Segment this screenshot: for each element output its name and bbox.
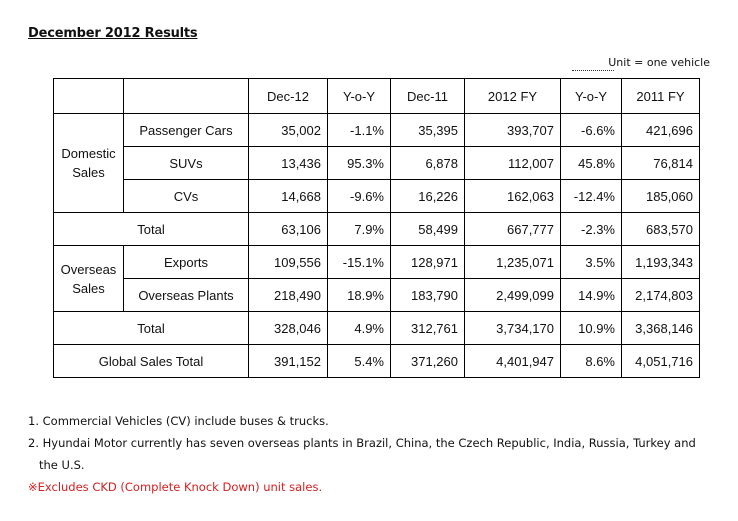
- table-cell: 45.8%: [561, 147, 622, 180]
- row-label: CVs: [124, 180, 249, 213]
- table-header-row: [54, 79, 700, 114]
- table-cell: 18.9%: [328, 279, 391, 312]
- table-cell: 16,226: [391, 180, 465, 213]
- footnote-1: 1. Commercial Vehicles (CV) include buses & trucks.: [28, 414, 329, 428]
- table-cell: 162,063: [465, 180, 561, 213]
- table-cell: 393,707: [465, 114, 561, 147]
- results-table: [53, 78, 700, 378]
- table-row: [54, 213, 700, 246]
- table-cell: 683,570: [622, 213, 700, 246]
- table-cell: 4,401,947: [465, 345, 561, 378]
- row-label: Total: [54, 213, 249, 246]
- table-cell: 1,193,343: [622, 246, 700, 279]
- table-cell: -15.1%: [328, 246, 391, 279]
- footnote-2: 2. Hyundai Motor currently has seven overseas plants in Brazil, China, the Czech Republic, India, Russia, Turkey and: [28, 436, 696, 450]
- table-cell: -6.6%: [561, 114, 622, 147]
- group-label-line: Domestic: [61, 146, 116, 161]
- table-cell: 218,490: [249, 279, 328, 312]
- table-row: [54, 312, 700, 345]
- footnote-ckd-exclusion: ※Excludes CKD (Complete Knock Down) unit sales.: [28, 480, 323, 494]
- row-label: Exports: [124, 246, 249, 279]
- row-label-global-total: Global Sales Total: [54, 345, 249, 378]
- table-row: [54, 279, 700, 312]
- table-cell: 312,761: [391, 312, 465, 345]
- table-cell: 14,668: [249, 180, 328, 213]
- table-cell: 76,814: [622, 147, 700, 180]
- table-cell: 667,777: [465, 213, 561, 246]
- header-yoy-fy: Y-o-Y: [561, 79, 622, 114]
- table-cell: 371,260: [391, 345, 465, 378]
- table-cell: 10.9%: [561, 312, 622, 345]
- table-row: [54, 147, 700, 180]
- header-yoy-month: Y-o-Y: [328, 79, 391, 114]
- table-cell: 7.9%: [328, 213, 391, 246]
- table-cell: 391,152: [249, 345, 328, 378]
- header-2011-fy: 2011 FY: [622, 79, 700, 114]
- table-row: [54, 180, 700, 213]
- table-cell: 185,060: [622, 180, 700, 213]
- group-label-line: Sales: [72, 280, 105, 296]
- table-row: [54, 246, 700, 279]
- table-cell: 3,368,146: [622, 312, 700, 345]
- table-row: [54, 114, 700, 147]
- domestic-sales-label: [54, 114, 124, 213]
- table-cell: 4,051,716: [622, 345, 700, 378]
- table-cell: -2.3%: [561, 213, 622, 246]
- table-cell: 1,235,071: [465, 246, 561, 279]
- row-label: Overseas Plants: [124, 279, 249, 312]
- table-cell: 13,436: [249, 147, 328, 180]
- unit-note: Unit = one vehicle: [608, 56, 710, 69]
- table-cell: 14.9%: [561, 279, 622, 312]
- table-cell: 2,499,099: [465, 279, 561, 312]
- table-cell: 109,556: [249, 246, 328, 279]
- table-cell: 8.6%: [561, 345, 622, 378]
- row-label: SUVs: [124, 147, 249, 180]
- table-cell: -9.6%: [328, 180, 391, 213]
- table-cell: 421,696: [622, 114, 700, 147]
- table-cell: -1.1%: [328, 114, 391, 147]
- table-cell: 2,174,803: [622, 279, 700, 312]
- table-cell: 112,007: [465, 147, 561, 180]
- table-cell: 183,790: [391, 279, 465, 312]
- row-label: Total: [54, 312, 249, 345]
- table-cell: 3.5%: [561, 246, 622, 279]
- row-label: Passenger Cars: [124, 114, 249, 147]
- table-cell: 35,002: [249, 114, 328, 147]
- table-cell: -12.4%: [561, 180, 622, 213]
- group-label-line: Sales: [72, 165, 105, 180]
- header-2012-fy: 2012 FY: [465, 79, 561, 114]
- unit-dotted-line: [572, 70, 614, 71]
- table-row: [54, 345, 700, 378]
- table-cell: 4.9%: [328, 312, 391, 345]
- page-title: December 2012 Results: [28, 26, 198, 41]
- table-cell: 128,971: [391, 246, 465, 279]
- table-cell: 58,499: [391, 213, 465, 246]
- table-cell: 6,878: [391, 147, 465, 180]
- table-cell: 328,046: [249, 312, 328, 345]
- table-cell: 3,734,170: [465, 312, 561, 345]
- group-label-line: Overseas: [60, 261, 117, 277]
- table-cell: 95.3%: [328, 147, 391, 180]
- overseas-sales-label: [54, 246, 124, 312]
- table-cell: 63,106: [249, 213, 328, 246]
- table-cell: 5.4%: [328, 345, 391, 378]
- header-empty-cell: [54, 79, 124, 114]
- footnote-2-continued: the U.S.: [39, 458, 85, 472]
- header-dec-11: Dec-11: [391, 79, 465, 114]
- table-cell: 35,395: [391, 114, 465, 147]
- header-dec-12: Dec-12: [249, 79, 328, 114]
- header-empty-cell: [124, 79, 249, 114]
- footnotes: [28, 410, 718, 498]
